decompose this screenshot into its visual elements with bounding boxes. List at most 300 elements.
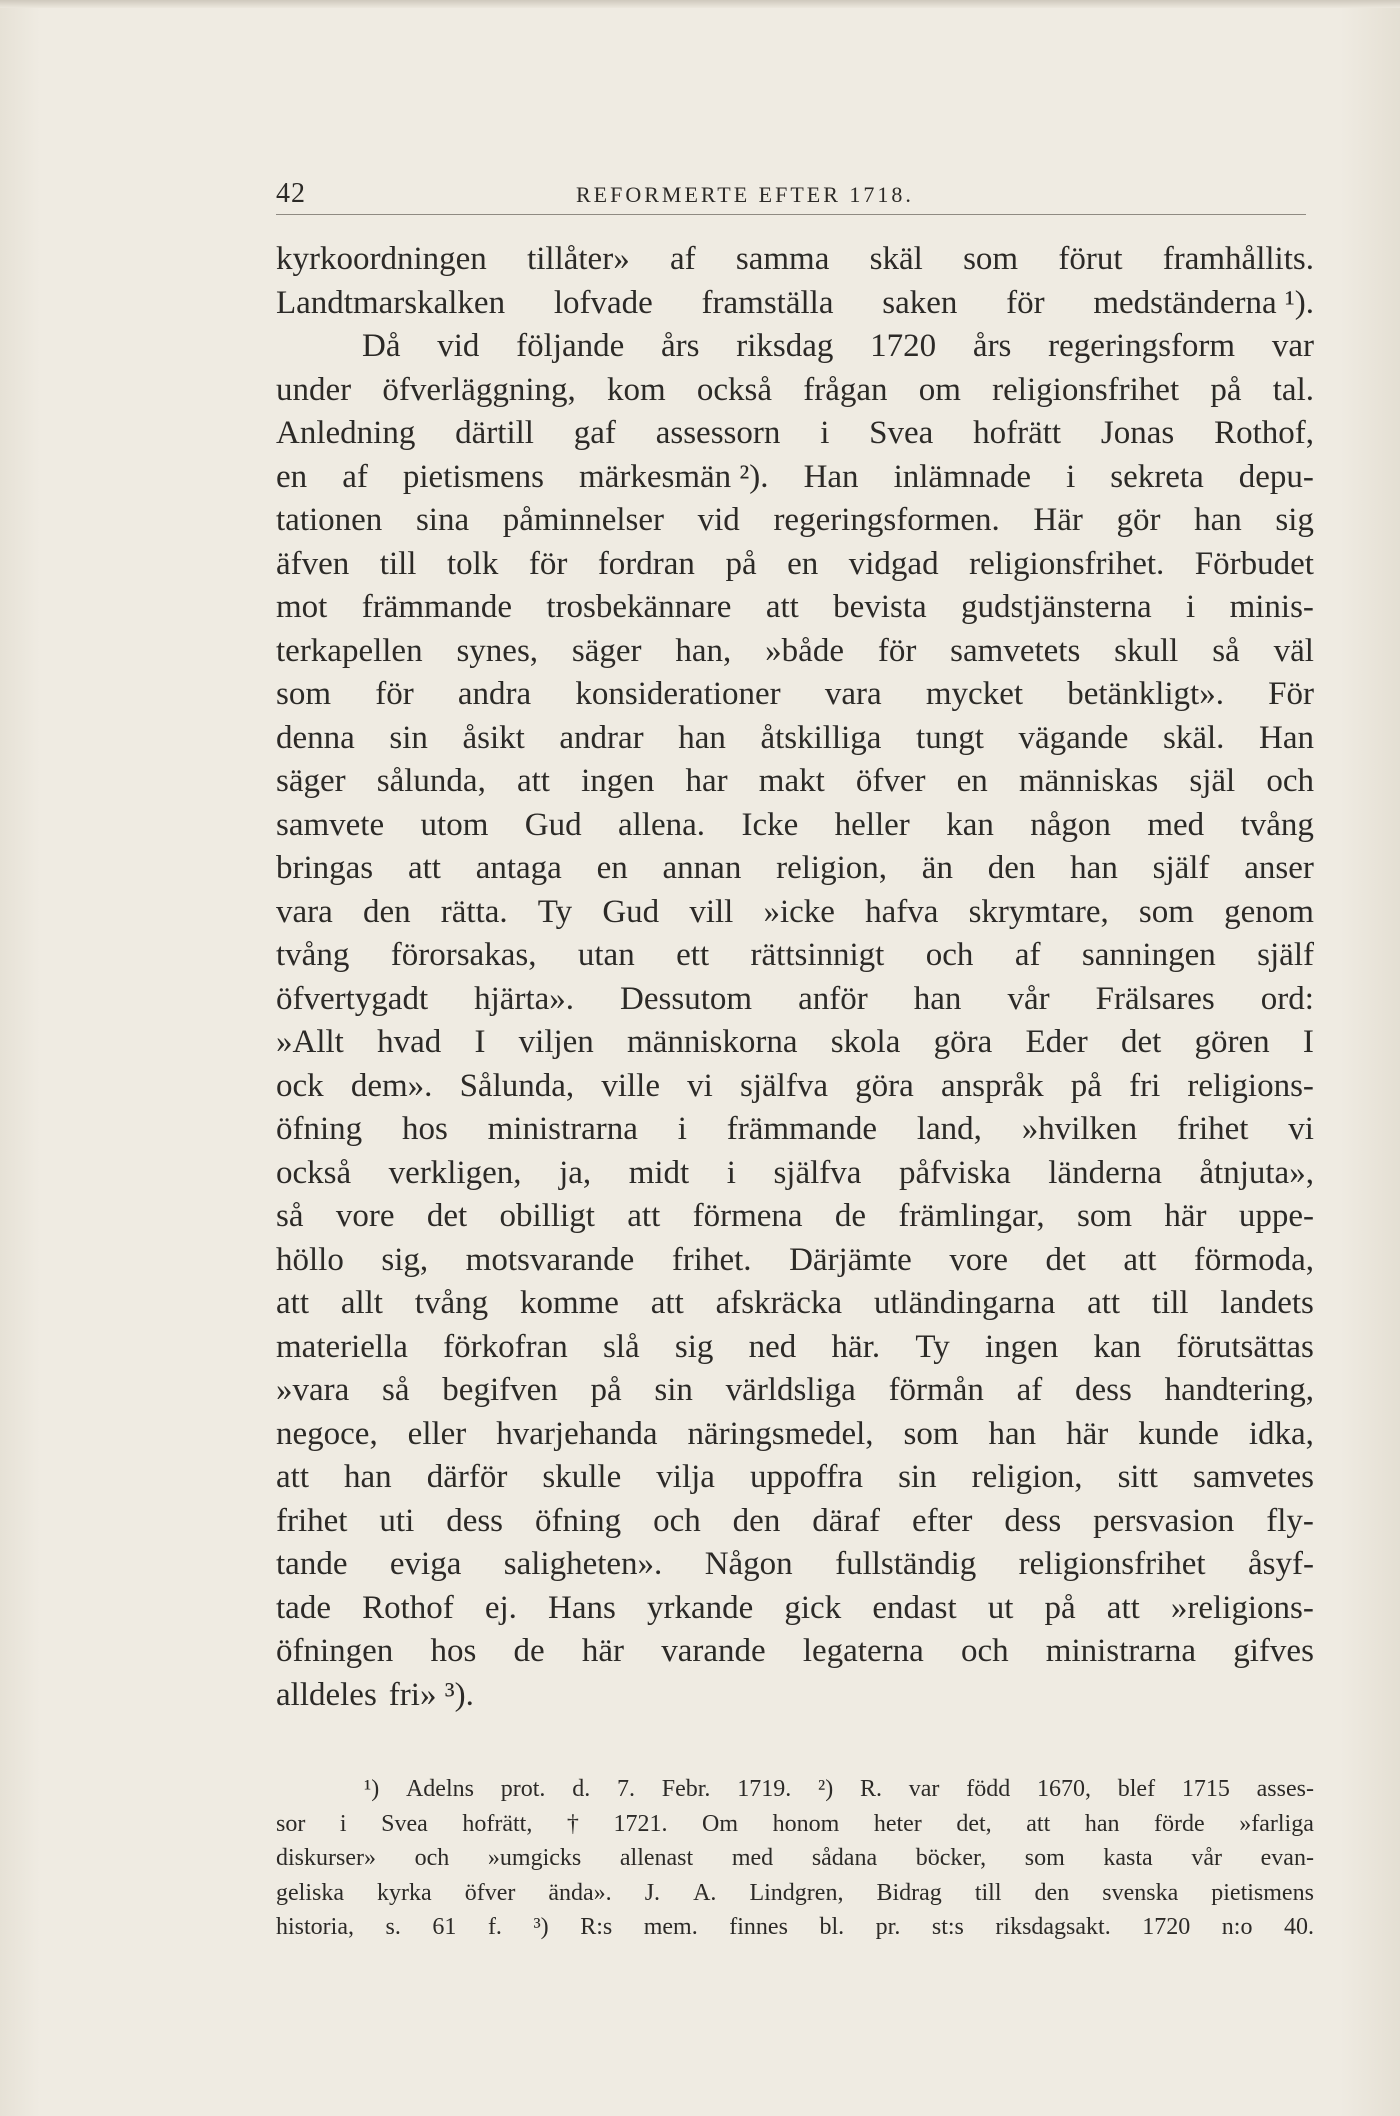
- word: ministrarna: [487, 1111, 638, 1147]
- word: dess: [1004, 1502, 1062, 1539]
- word: hofrätt: [973, 415, 1062, 451]
- word: Här: [1033, 502, 1083, 538]
- text-line: [276, 1282, 1314, 1326]
- word: han: [344, 1459, 392, 1495]
- word: höllo: [276, 1241, 344, 1278]
- text-line: [276, 456, 1314, 500]
- word: denna: [276, 719, 355, 756]
- word: att: [1106, 1589, 1140, 1626]
- text-line: [276, 1065, 1314, 1109]
- word: en: [956, 763, 988, 799]
- word: synes,: [456, 632, 539, 669]
- word: vore: [335, 1198, 395, 1234]
- word: att: [627, 1198, 661, 1234]
- word: saken: [882, 284, 958, 321]
- word: fri» ³).: [388, 1676, 474, 1713]
- footnote-line: [276, 1841, 1314, 1876]
- word: utländingarna: [873, 1285, 1056, 1321]
- word: öfning: [276, 1111, 363, 1147]
- footnote-word: han: [1084, 1810, 1120, 1837]
- footnote-word: n:o: [1221, 1914, 1253, 1940]
- footnote-word: kyrka: [377, 1879, 432, 1906]
- word: Ty: [915, 1328, 950, 1365]
- word: med: [1147, 806, 1205, 843]
- word: som: [963, 241, 1019, 277]
- word: påminnelser: [502, 502, 665, 538]
- word: alldeles: [276, 1676, 377, 1713]
- word: allt: [340, 1285, 383, 1321]
- word: hvad: [377, 1024, 442, 1060]
- word: yrkande: [646, 1589, 754, 1626]
- word: för: [877, 632, 917, 669]
- word: tande: [276, 1546, 348, 1582]
- word: religionsfrihet: [1018, 1546, 1206, 1582]
- word: sina: [415, 502, 470, 538]
- footnote-word: †: [566, 1810, 579, 1837]
- word: ord:: [1260, 980, 1314, 1017]
- word: väl: [1273, 632, 1314, 669]
- footnote-word: 40.: [1283, 1914, 1314, 1940]
- footnote-line: [276, 1910, 1314, 1945]
- word: främlingar,: [898, 1198, 1045, 1234]
- word: människorna: [627, 1024, 798, 1060]
- word: religionsfrihet: [992, 371, 1180, 408]
- word: religions-: [1187, 1067, 1314, 1104]
- footnote-word: d.: [572, 1776, 591, 1802]
- word: Icke: [741, 806, 799, 843]
- word: skola: [830, 1024, 901, 1060]
- word: vid: [697, 502, 740, 538]
- word: anser: [1244, 850, 1314, 886]
- word: kyrkoordningen: [276, 241, 487, 277]
- footnote-word: Bidrag: [876, 1879, 942, 1906]
- word: mot: [276, 589, 328, 625]
- footnote-word: finnes: [729, 1914, 788, 1940]
- word: att: [1123, 1241, 1157, 1278]
- footnote-word: geliska: [276, 1879, 344, 1906]
- word: komme: [519, 1285, 619, 1321]
- word: däraf: [812, 1502, 881, 1539]
- word: på: [590, 1372, 622, 1408]
- footnote-word: ²): [818, 1776, 834, 1802]
- word: samvetets: [950, 632, 1081, 669]
- word: en: [787, 545, 819, 582]
- word: I: [1302, 1024, 1314, 1060]
- footnote-word: mem.: [643, 1914, 698, 1940]
- word: ville: [601, 1067, 660, 1104]
- text-line: [276, 1021, 1314, 1065]
- word: äfven: [276, 545, 350, 582]
- footnote-word: f.: [487, 1914, 502, 1940]
- word: gör: [1116, 502, 1161, 538]
- word: åsyf-: [1248, 1546, 1314, 1582]
- word: de: [513, 1633, 545, 1669]
- footnote-word: 7.: [616, 1776, 635, 1802]
- word: sekreta: [1110, 458, 1204, 495]
- page-number: 42: [276, 178, 306, 209]
- word: obilligt: [499, 1198, 595, 1234]
- word: Anledning: [276, 415, 416, 451]
- footnote-word: A.: [693, 1879, 717, 1906]
- footnote-line: [276, 1807, 1314, 1842]
- word: vi: [1288, 1111, 1314, 1147]
- word: på: [725, 545, 757, 582]
- word: tvång: [414, 1285, 489, 1321]
- footnote-word: allenast: [619, 1845, 694, 1871]
- word: åtnjuta»,: [1199, 1154, 1314, 1191]
- word: förkofran: [443, 1328, 568, 1365]
- word: för: [528, 545, 568, 582]
- word: religion,: [971, 1459, 1083, 1495]
- word: och: [653, 1502, 701, 1539]
- word: gaf: [573, 415, 616, 451]
- footnote-word: historia,: [276, 1914, 354, 1940]
- word: förut: [1058, 241, 1123, 277]
- text-line: [276, 1413, 1314, 1457]
- word: saligheten».: [503, 1546, 663, 1582]
- word: därför: [426, 1459, 508, 1495]
- footnote-word: Febr.: [661, 1776, 711, 1802]
- word: säger: [571, 632, 642, 669]
- footnote-word: asses-: [1256, 1776, 1314, 1802]
- word: anspråk: [940, 1067, 1044, 1104]
- word: dess: [446, 1502, 504, 1539]
- word: därtill: [455, 415, 534, 451]
- word: riksdag: [736, 328, 834, 364]
- word: efter: [911, 1502, 973, 1539]
- footnote-word: 1670,: [1036, 1776, 1091, 1802]
- word: sanningen: [1081, 937, 1216, 973]
- text-line: [276, 760, 1314, 804]
- word: negoce,: [276, 1415, 378, 1452]
- word: öfningen: [276, 1633, 394, 1669]
- word: rätta.: [440, 893, 508, 930]
- word: att: [516, 763, 550, 799]
- word: och: [925, 937, 974, 973]
- word: genom: [1224, 893, 1314, 930]
- word: vill: [689, 893, 734, 930]
- text-line: [276, 673, 1314, 717]
- text-line: [276, 499, 1314, 543]
- text-line: [276, 586, 1314, 630]
- word: han: [913, 980, 962, 1017]
- footnote-word: J.: [644, 1879, 661, 1906]
- word: persvasion: [1093, 1502, 1235, 1539]
- word: som: [276, 676, 332, 712]
- footnote-word: pietismens: [1211, 1879, 1314, 1906]
- word: vidgad: [848, 545, 939, 582]
- footnote-word: prot.: [500, 1776, 546, 1802]
- word: till: [379, 545, 417, 582]
- word: själfva: [740, 1067, 828, 1104]
- footnotes: [276, 1772, 1314, 1945]
- footnote-word: pr.: [875, 1914, 901, 1940]
- word: öfverläggning,: [382, 371, 576, 408]
- text-line: [276, 543, 1314, 587]
- word: Förbudet: [1194, 545, 1314, 582]
- word: han: [988, 1415, 1037, 1452]
- footnote-word: förde: [1154, 1810, 1205, 1837]
- word: tade: [276, 1589, 331, 1626]
- word: konsiderationer: [575, 676, 781, 712]
- footnote-word: Lindgren,: [749, 1879, 844, 1906]
- word: kom: [606, 371, 666, 408]
- word: förmoda,: [1193, 1241, 1314, 1278]
- word: andra: [457, 676, 532, 712]
- word: det: [1045, 1241, 1086, 1278]
- footnote-word: att: [1026, 1810, 1051, 1837]
- page-top-edge: [0, 0, 1400, 8]
- word: under: [276, 371, 352, 408]
- word: Han: [803, 458, 859, 495]
- word: endast: [872, 1589, 957, 1626]
- word: tillåter»: [527, 241, 630, 277]
- word: var: [1271, 328, 1314, 364]
- word: ock: [276, 1067, 324, 1104]
- word: bringas: [276, 850, 374, 886]
- word: tvång: [1240, 806, 1314, 843]
- footnote-word: som: [1024, 1845, 1065, 1871]
- word: för: [375, 676, 414, 712]
- word: utan: [577, 937, 635, 973]
- word: här: [581, 1633, 625, 1669]
- word: han: [1070, 850, 1118, 886]
- word: anför: [798, 980, 868, 1017]
- word: af: [1016, 1372, 1043, 1408]
- word: depu-: [1238, 458, 1314, 495]
- word: samvetes: [1192, 1459, 1314, 1495]
- word: vår: [1007, 980, 1050, 1017]
- word: ministrarna: [1045, 1633, 1197, 1669]
- word: »vara: [276, 1372, 350, 1408]
- word: Ty: [537, 893, 573, 930]
- word: själf: [1152, 850, 1210, 886]
- word: regeringsformen.: [773, 502, 1000, 538]
- word: vara: [824, 676, 882, 712]
- word: i: [726, 1154, 736, 1191]
- text-line: [276, 1108, 1314, 1152]
- text-line: [276, 630, 1314, 674]
- word: eller: [407, 1415, 467, 1452]
- word: utom: [420, 806, 489, 843]
- word: dess: [1075, 1372, 1132, 1408]
- word: sig,: [381, 1241, 429, 1278]
- word: fly-: [1266, 1502, 1314, 1539]
- word: för: [1006, 284, 1045, 321]
- word: att: [407, 850, 441, 886]
- word: ut: [987, 1589, 1014, 1626]
- word: af: [1014, 937, 1041, 973]
- footnote-word: böcker,: [915, 1845, 987, 1871]
- word: som: [1138, 893, 1194, 930]
- word: på: [1070, 1067, 1102, 1104]
- footnote-word: diskurser»: [276, 1845, 376, 1871]
- word: hjärta».: [474, 980, 575, 1017]
- word: på: [1210, 371, 1242, 408]
- word: själfva: [773, 1154, 862, 1191]
- word: tolk: [446, 545, 499, 582]
- word: midt: [628, 1154, 690, 1191]
- text-line: [276, 934, 1314, 978]
- word: så: [276, 1198, 304, 1234]
- word: afskräcka: [715, 1285, 842, 1321]
- word: sin: [898, 1459, 937, 1495]
- word: själf: [1257, 937, 1314, 973]
- text-line: [276, 1630, 1314, 1674]
- footnote-word: Svea: [381, 1810, 428, 1837]
- footnote-word: ända».: [548, 1879, 612, 1906]
- word: tal.: [1272, 371, 1314, 408]
- footnote-word: var: [908, 1776, 940, 1802]
- word: kunde: [1138, 1415, 1219, 1452]
- word: åsikt: [462, 719, 525, 756]
- word: göra: [855, 1067, 914, 1104]
- footnote-word: Om: [702, 1810, 739, 1837]
- word: om: [918, 371, 961, 408]
- word: Hans: [548, 1589, 616, 1626]
- word: idka,: [1248, 1415, 1314, 1452]
- word: den: [987, 850, 1036, 886]
- word: framställa: [701, 284, 834, 321]
- word: skull: [1114, 632, 1179, 669]
- footnote-word: Adelns: [405, 1776, 474, 1802]
- text-line: [276, 804, 1314, 848]
- footnote-word: bl.: [819, 1914, 845, 1940]
- word: sig: [1275, 502, 1314, 538]
- word: slå: [603, 1328, 640, 1365]
- word: skäl: [869, 241, 923, 277]
- word: »hvilken: [1021, 1111, 1138, 1147]
- word: års: [972, 328, 1012, 364]
- word: medständerna ¹).: [1093, 284, 1314, 321]
- footnote-word: ¹): [364, 1776, 380, 1802]
- word: uppoffra: [749, 1459, 864, 1495]
- footnote-word: svenska: [1102, 1879, 1179, 1906]
- text-line: [276, 891, 1314, 935]
- word: trosbekännare: [546, 589, 732, 625]
- word: religionsfrihet.: [969, 545, 1165, 582]
- word: landets: [1220, 1285, 1314, 1321]
- word: hvarjehanda: [496, 1415, 658, 1452]
- footnote-word: 1720: [1142, 1914, 1191, 1940]
- word: samvete: [276, 806, 385, 843]
- footnote-word: öfver: [464, 1879, 516, 1906]
- word: främmande: [726, 1111, 877, 1147]
- word: »icke: [763, 893, 835, 930]
- word: vore: [949, 1241, 1009, 1278]
- word: eviga: [389, 1546, 462, 1582]
- footnote-word: heter: [873, 1810, 922, 1837]
- word: terkapellen: [276, 632, 423, 669]
- footnote-word: och: [414, 1845, 450, 1871]
- text-line: [276, 1369, 1314, 1413]
- word: Någon: [704, 1546, 793, 1582]
- word: en: [276, 458, 308, 495]
- word: öfning: [534, 1502, 622, 1539]
- word: Han: [1258, 719, 1314, 756]
- word: och: [960, 1633, 1009, 1669]
- word: att: [276, 1459, 309, 1495]
- footnote-line: [276, 1876, 1314, 1911]
- word: säger: [276, 763, 346, 799]
- footnote-word: blef: [1117, 1776, 1156, 1802]
- word: inlämnade: [893, 458, 1032, 495]
- word: minis-: [1229, 589, 1314, 625]
- word: regeringsform: [1048, 328, 1236, 364]
- word: Sålunda,: [459, 1067, 575, 1104]
- footnote-word: 61: [432, 1914, 457, 1940]
- word: makt: [758, 763, 825, 799]
- word: också: [696, 371, 773, 408]
- text-line: [276, 717, 1314, 761]
- word: skrymtare,: [968, 893, 1109, 930]
- word: Gud: [602, 893, 660, 930]
- word: sin: [654, 1372, 693, 1408]
- word: tvång: [276, 937, 350, 973]
- running-head: REFORMERTE EFTER 1718.: [576, 182, 914, 207]
- word: förutsättas: [1176, 1328, 1314, 1365]
- word: så: [382, 1372, 410, 1408]
- word: näringsmedel,: [687, 1415, 874, 1452]
- word: af: [342, 458, 368, 495]
- word: någon: [1030, 806, 1111, 843]
- word: den: [362, 893, 411, 930]
- footnote-word: s.: [385, 1914, 401, 1940]
- footnote-word: R:s: [580, 1914, 613, 1940]
- word: frihet: [1177, 1111, 1249, 1147]
- word: vilja: [656, 1459, 715, 1495]
- word: och: [1266, 763, 1314, 799]
- word: annan: [662, 850, 742, 886]
- footnote-word: honom: [772, 1810, 840, 1837]
- word: människas: [1018, 763, 1159, 799]
- word: skäl.: [1162, 719, 1225, 756]
- text-line: [276, 978, 1314, 1022]
- word: För: [1268, 676, 1314, 712]
- word: vi: [687, 1067, 713, 1104]
- word: motsvarande: [465, 1241, 635, 1278]
- word: ej.: [484, 1589, 517, 1626]
- footnote-word: hofrätt,: [462, 1810, 533, 1837]
- footnote-word: kasta: [1103, 1845, 1153, 1871]
- word: ingen: [984, 1328, 1059, 1365]
- footnote-word: i: [339, 1810, 347, 1837]
- word: den: [732, 1502, 781, 1539]
- word: uppe-: [1238, 1198, 1314, 1234]
- word: Eder: [1025, 1024, 1088, 1060]
- word: sitt: [1117, 1459, 1158, 1495]
- word: gifves: [1233, 1633, 1314, 1669]
- word: verkligen,: [388, 1154, 522, 1191]
- word: Jonas: [1100, 415, 1175, 451]
- word: som: [903, 1415, 959, 1452]
- word: han,: [675, 632, 732, 669]
- word: antaga: [475, 850, 562, 886]
- word: på: [1044, 1589, 1076, 1626]
- footnote-word: vår: [1191, 1845, 1222, 1871]
- word: förmena: [692, 1198, 803, 1234]
- word: framhållits.: [1162, 241, 1314, 277]
- word: heller: [834, 806, 910, 843]
- word: »Allt: [276, 1024, 344, 1060]
- footnote-word: sådana: [811, 1845, 878, 1871]
- word: tungt: [916, 719, 984, 756]
- word: till: [1151, 1285, 1189, 1321]
- word: i: [1186, 589, 1196, 625]
- word: öfvertygadt: [276, 980, 429, 1017]
- footnote-word: det,: [956, 1810, 992, 1837]
- word: länderna: [1048, 1154, 1162, 1191]
